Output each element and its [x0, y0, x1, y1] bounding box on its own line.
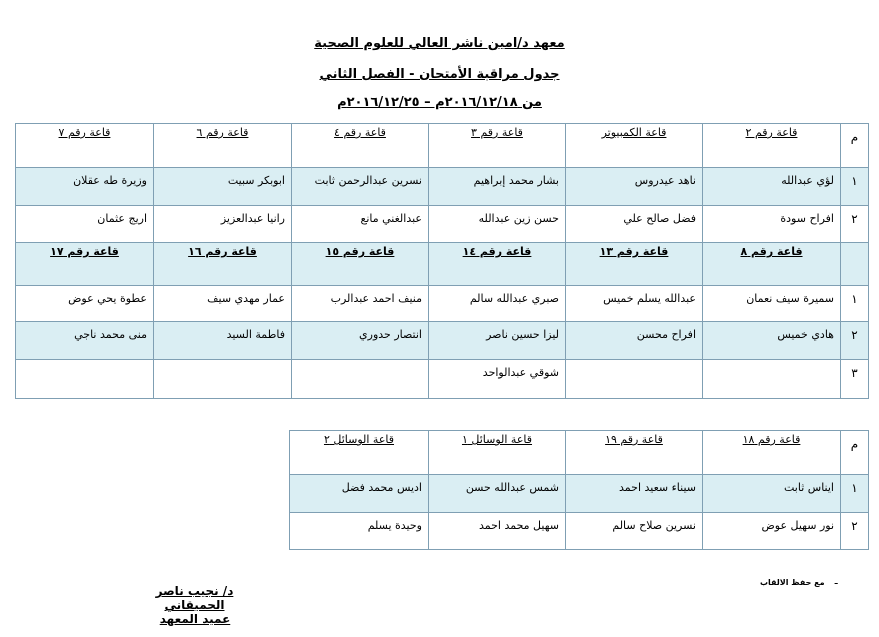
proctor-name: لؤي عبدالله: [703, 168, 841, 206]
row-number: ١: [841, 475, 869, 513]
proctor-name: سهيل محمد احمد: [429, 513, 566, 550]
room-header-row: [16, 124, 869, 168]
table-row: [16, 168, 869, 206]
table-row: [290, 513, 869, 550]
room-header: قاعة رقم ١٧: [16, 243, 154, 286]
room-header: قاعة رقم ٦: [154, 124, 292, 168]
num-header: م: [841, 124, 869, 168]
room-header: قاعة رقم ١٩: [566, 431, 703, 475]
proctor-name: وزيرة طه عقلان: [16, 168, 154, 206]
row-number: ٢: [841, 513, 869, 550]
room-header: قاعة رقم ١٣: [566, 243, 703, 286]
proctor-name: [703, 360, 841, 399]
proctor-name: هادي خميس: [703, 322, 841, 360]
num-header: م: [841, 431, 869, 475]
room-header: قاعة رقم ١٦: [154, 243, 292, 286]
proctor-name: ليزا حسين ناصر: [429, 322, 566, 360]
proctor-name: نسرين صلاح سالم: [566, 513, 703, 550]
room-header: قاعة رقم ٢: [703, 124, 841, 168]
table-row: [16, 322, 869, 360]
proctor-name: ايناس ثابت: [703, 475, 841, 513]
proctor-name: [292, 360, 429, 399]
room-header: قاعة الوسائل ٢: [290, 431, 429, 475]
proctor-name: فاطمة السيد: [154, 322, 292, 360]
signatory-name: د/ نجيب ناصر الحميقاني: [155, 584, 234, 612]
proctor-name: شمس عبدالله حسن: [429, 475, 566, 513]
room-header: قاعة رقم ٧: [16, 124, 154, 168]
proctor-name: ناهد عيدروس: [566, 168, 703, 206]
proctoring-table-secondary: [289, 430, 869, 550]
row-number: ٣: [841, 360, 869, 399]
room-header: قاعة رقم ١٤: [429, 243, 566, 286]
room-header: قاعة رقم ١٨: [703, 431, 841, 475]
room-header: قاعة الكمبيوتر: [566, 124, 703, 168]
row-number: ١: [841, 168, 869, 206]
proctor-name: افراح سودة: [703, 206, 841, 243]
row-number: ٢: [841, 322, 869, 360]
proctor-name: عبدالغني مانع: [292, 206, 429, 243]
note-bullet: -: [834, 576, 839, 590]
room-header: قاعة رقم ٨: [703, 243, 841, 286]
room-header: قاعة الوسائل ١: [429, 431, 566, 475]
proctor-name: حسن زين عبدالله: [429, 206, 566, 243]
proctor-name: سيناء سعيد احمد: [566, 475, 703, 513]
table-row: [16, 206, 869, 243]
proctoring-table-main: [15, 123, 869, 399]
proctor-name: منيف احمد عبدالرب: [292, 286, 429, 322]
proctor-name: فضل صالح علي: [566, 206, 703, 243]
proctor-name: ابوبكر سبيت: [154, 168, 292, 206]
proctor-name: عمار مهدي سيف: [154, 286, 292, 322]
proctor-name: اديس محمد فضل: [290, 475, 429, 513]
proctor-name: سميرة سيف نعمان: [703, 286, 841, 322]
room-header-row: [290, 431, 869, 475]
room-header: قاعة رقم ٣: [429, 124, 566, 168]
date-range: من ٢٠١٦/١٢/١٨م – ٢٠١٦/١٢/٢٥م: [337, 95, 542, 110]
table-row: [16, 360, 869, 399]
proctor-name: انتصار حدوري: [292, 322, 429, 360]
table-row: [16, 286, 869, 322]
proctor-name: [16, 360, 154, 399]
proctor-name: عطوة يحي عوض: [16, 286, 154, 322]
proctor-name: [566, 360, 703, 399]
titles-note: مع حفظ الالقاب: [760, 578, 825, 587]
signatory-title: عميد المعهد: [159, 612, 231, 626]
proctor-name: شوقي عبدالواحد: [429, 360, 566, 399]
proctor-name: وحيدة يسلم: [290, 513, 429, 550]
num-header-empty: [841, 243, 869, 286]
schedule-title: جدول مراقبة الأمتحان - الفصل الثاني: [319, 67, 560, 82]
proctor-name: منى محمد ناجي: [16, 322, 154, 360]
proctor-name: عبدالله يسلم خميس: [566, 286, 703, 322]
proctor-name: افراح محسن: [566, 322, 703, 360]
room-header-row: [16, 243, 869, 286]
proctor-name: بشار محمد إبراهيم: [429, 168, 566, 206]
proctor-name: رانيا عبدالعزيز: [154, 206, 292, 243]
proctor-name: اريج عثمان: [16, 206, 154, 243]
proctor-name: نور سهيل عوض: [703, 513, 841, 550]
row-number: ١: [841, 286, 869, 322]
proctor-name: نسرين عبدالرحمن ثابت: [292, 168, 429, 206]
room-header: قاعة رقم ١٥: [292, 243, 429, 286]
proctor-name: صبري عبدالله سالم: [429, 286, 566, 322]
table-row: [290, 475, 869, 513]
row-number: ٢: [841, 206, 869, 243]
proctor-name: [154, 360, 292, 399]
room-header: قاعة رقم ٤: [292, 124, 429, 168]
institute-title: معهد د/امين ناشر العالي للعلوم الصحية: [314, 36, 565, 51]
